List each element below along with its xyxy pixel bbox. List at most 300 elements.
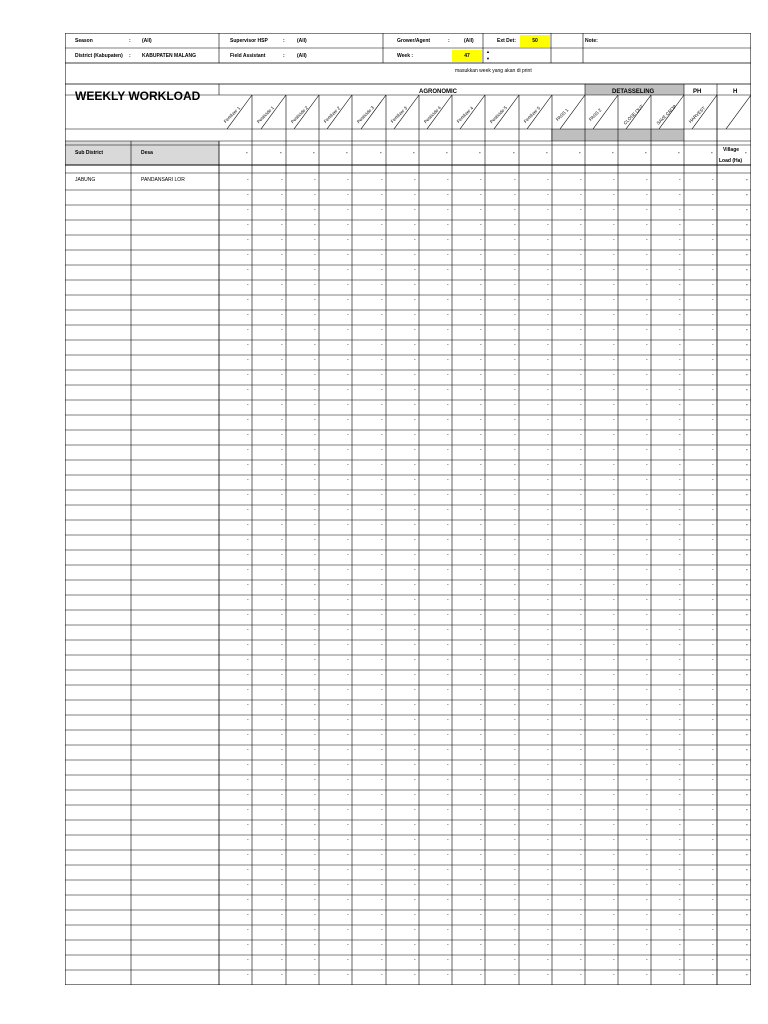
activity-cell: - <box>347 717 349 723</box>
activity-cell: - <box>646 957 648 963</box>
activity-cell: - <box>447 957 449 963</box>
village-load-cell: - <box>746 612 748 618</box>
activity-cell: - <box>247 927 249 933</box>
activity-cell: - <box>347 507 349 513</box>
activity-cell: - <box>347 702 349 708</box>
activity-cell: - <box>613 852 615 858</box>
village-load-cell: - <box>746 912 748 918</box>
print-hint: masukkan week yang akan di print <box>455 68 532 74</box>
activity-cell: - <box>381 897 383 903</box>
activity-cell: - <box>679 582 681 588</box>
village-load-cell: - <box>746 807 748 813</box>
field-assistant-value[interactable]: (All) <box>297 53 307 59</box>
activity-cell: - <box>247 732 249 738</box>
activity-cell: - <box>514 792 516 798</box>
activity-cell: - <box>547 237 549 243</box>
activity-cell: - <box>347 642 349 648</box>
village-load-cell: - <box>746 762 748 768</box>
activity-cell: - <box>580 927 582 933</box>
activity-cell: - <box>314 702 316 708</box>
activity-cell: - <box>580 177 582 183</box>
activity-cell: - <box>712 222 714 228</box>
activity-cell: - <box>613 387 615 393</box>
activity-cell: - <box>247 432 249 438</box>
activity-cell: - <box>447 972 449 978</box>
activity-cell: - <box>281 567 283 573</box>
activity-cell: - <box>547 537 549 543</box>
activity-cell: - <box>247 882 249 888</box>
activity-cell: - <box>414 972 416 978</box>
activity-cell: - <box>314 567 316 573</box>
activity-cell: - <box>281 537 283 543</box>
activity-cell: - <box>414 432 416 438</box>
activity-cell: - <box>414 207 416 213</box>
activity-cell: - <box>480 462 482 468</box>
activity-cell: - <box>347 957 349 963</box>
village-load-cell: - <box>746 477 748 483</box>
activity-cell: - <box>480 747 482 753</box>
activity-cell: - <box>547 657 549 663</box>
activity-cell: - <box>679 597 681 603</box>
activity-cell: - <box>247 942 249 948</box>
activity-cell: - <box>547 852 549 858</box>
activity-cell: - <box>281 357 283 363</box>
activity-cell: - <box>679 507 681 513</box>
activity-cell: - <box>480 222 482 228</box>
activity-cell: - <box>712 957 714 963</box>
activity-cell: - <box>314 732 316 738</box>
activity-cell: - <box>381 702 383 708</box>
activity-cell: - <box>314 522 316 528</box>
activity-cell: - <box>314 882 316 888</box>
village-load-cell: - <box>746 387 748 393</box>
activity-cell: - <box>646 447 648 453</box>
activity-cell: - <box>247 387 249 393</box>
activity-cell: - <box>347 297 349 303</box>
week-spinner[interactable] <box>485 49 494 63</box>
activity-cell: - <box>347 837 349 843</box>
activity-cell: - <box>480 357 482 363</box>
activity-cell: - <box>314 312 316 318</box>
activity-cell: - <box>281 177 283 183</box>
activity-cell: - <box>480 927 482 933</box>
activity-cell: - <box>414 447 416 453</box>
activity-cell: - <box>613 357 615 363</box>
activity-cell: - <box>613 702 615 708</box>
activity-cell: - <box>347 627 349 633</box>
activity-cell: - <box>679 942 681 948</box>
activity-cell: - <box>547 267 549 273</box>
activity-cell: - <box>247 972 249 978</box>
activity-cell: - <box>547 777 549 783</box>
activity-cell: - <box>547 522 549 528</box>
activity-cell: - <box>414 312 416 318</box>
activity-cell: - <box>281 657 283 663</box>
activity-cell: - <box>613 897 615 903</box>
activity-cell: - <box>414 507 416 513</box>
district-value[interactable]: KABUPATEN MALANG <box>142 53 196 59</box>
activity-header-8: Pesticide 5 <box>488 105 509 125</box>
activity-cell: - <box>247 267 249 273</box>
activity-cell: - <box>247 207 249 213</box>
activity-cell: - <box>447 702 449 708</box>
activity-cell: - <box>580 912 582 918</box>
activity-cell: - <box>381 672 383 678</box>
activity-cell: - <box>314 432 316 438</box>
activity-cell: - <box>314 807 316 813</box>
activity-cell: - <box>514 312 516 318</box>
activity-cell: - <box>281 897 283 903</box>
activity-cell: - <box>314 852 316 858</box>
activity-cell: - <box>514 387 516 393</box>
activity-cell: - <box>414 747 416 753</box>
activity-cell: - <box>646 192 648 198</box>
activity-cell: - <box>679 912 681 918</box>
activity-cell: - <box>613 942 615 948</box>
col-village-load-2: Load (Ha) <box>719 158 743 164</box>
activity-cell: - <box>447 627 449 633</box>
activity-cell: - <box>646 402 648 408</box>
activity-cell: - <box>447 552 449 558</box>
activity-cell: - <box>414 597 416 603</box>
activity-cell: - <box>447 492 449 498</box>
activity-cell: - <box>480 387 482 393</box>
activity-cell: - <box>613 432 615 438</box>
activity-cell: - <box>547 372 549 378</box>
activity-cell: - <box>580 867 582 873</box>
total-cell: - <box>280 150 282 156</box>
activity-cell: - <box>547 282 549 288</box>
supervisor-label: Supervisor HSP <box>230 38 268 44</box>
activity-cell: - <box>480 732 482 738</box>
activity-cell: - <box>381 192 383 198</box>
week-label: Week : <box>397 53 414 59</box>
activity-cell: - <box>381 267 383 273</box>
detasseling-sub-band <box>551 129 684 141</box>
activity-cell: - <box>414 567 416 573</box>
total-cell: - <box>479 150 481 156</box>
activity-cell: - <box>712 717 714 723</box>
activity-cell: - <box>613 282 615 288</box>
activity-cell: - <box>247 867 249 873</box>
activity-cell: - <box>314 597 316 603</box>
village-load-cell: - <box>746 282 748 288</box>
activity-cell: - <box>281 822 283 828</box>
activity-cell: - <box>712 762 714 768</box>
activity-cell: - <box>447 807 449 813</box>
activity-cell: - <box>447 372 449 378</box>
activity-cell: - <box>447 522 449 528</box>
activity-cell: - <box>480 252 482 258</box>
activity-cell: - <box>679 342 681 348</box>
activity-cell: - <box>514 537 516 543</box>
activity-cell: - <box>646 762 648 768</box>
activity-cell: - <box>712 477 714 483</box>
activity-cell: - <box>646 642 648 648</box>
village-load-cell: - <box>746 552 748 558</box>
activity-cell: - <box>281 672 283 678</box>
activity-cell: - <box>414 687 416 693</box>
activity-header-7: Fertilizer 4 <box>455 105 474 124</box>
activity-cell: - <box>646 807 648 813</box>
activity-cell: - <box>281 867 283 873</box>
supervisor-value[interactable]: (All) <box>297 38 307 44</box>
activity-cell: - <box>347 672 349 678</box>
activity-cell: - <box>547 957 549 963</box>
activity-cell: - <box>547 447 549 453</box>
activity-cell: - <box>547 252 549 258</box>
activity-cell: - <box>314 837 316 843</box>
activity-cell: - <box>381 942 383 948</box>
activity-cell: - <box>247 402 249 408</box>
activity-cell: - <box>281 432 283 438</box>
activity-cell: - <box>414 912 416 918</box>
activity-cell: - <box>281 522 283 528</box>
village-load-cell: - <box>746 657 748 663</box>
village-load-cell: - <box>746 192 748 198</box>
activity-cell: - <box>712 582 714 588</box>
activity-cell: - <box>547 417 549 423</box>
activity-cell: - <box>712 327 714 333</box>
activity-cell: - <box>580 897 582 903</box>
activity-cell: - <box>314 957 316 963</box>
village-load-cell: - <box>746 582 748 588</box>
activity-cell: - <box>646 552 648 558</box>
activity-cell: - <box>514 747 516 753</box>
spinner-up-icon[interactable]: ▲ <box>486 49 490 54</box>
activity-cell: - <box>314 252 316 258</box>
activity-cell: - <box>247 957 249 963</box>
activity-cell: - <box>646 507 648 513</box>
activity-cell: - <box>580 462 582 468</box>
activity-cell: - <box>247 507 249 513</box>
activity-cell: - <box>613 777 615 783</box>
activity-cell: - <box>646 342 648 348</box>
activity-cell: - <box>547 642 549 648</box>
activity-cell: - <box>414 762 416 768</box>
activity-cell: - <box>414 807 416 813</box>
activity-cell: - <box>414 867 416 873</box>
activity-cell: - <box>381 642 383 648</box>
activity-cell: - <box>347 252 349 258</box>
activity-cell: - <box>613 492 615 498</box>
activity-cell: - <box>646 687 648 693</box>
activity-cell: - <box>414 882 416 888</box>
sheet-grid <box>65 33 751 985</box>
activity-cell: - <box>314 282 316 288</box>
activity-cell: - <box>381 252 383 258</box>
activity-cell: - <box>447 897 449 903</box>
activity-cell: - <box>712 597 714 603</box>
activity-cell: - <box>547 762 549 768</box>
activity-cell: - <box>580 267 582 273</box>
activity-cell: - <box>347 177 349 183</box>
activity-cell: - <box>580 477 582 483</box>
district-label: District (Kabupaten) <box>75 53 123 59</box>
activity-header-9: Fertilizer 5 <box>522 105 541 124</box>
activity-cell: - <box>381 282 383 288</box>
activity-cell: - <box>347 852 349 858</box>
activity-cell: - <box>347 912 349 918</box>
total-cell: - <box>612 150 614 156</box>
activity-cell: - <box>480 567 482 573</box>
activity-cell: - <box>547 792 549 798</box>
activity-cell: - <box>480 507 482 513</box>
activity-cell: - <box>347 777 349 783</box>
activity-cell: - <box>414 672 416 678</box>
activity-cell: - <box>381 402 383 408</box>
activity-cell: - <box>347 192 349 198</box>
activity-cell: - <box>580 837 582 843</box>
activity-cell: - <box>514 627 516 633</box>
activity-cell: - <box>613 177 615 183</box>
activity-cell: - <box>646 237 648 243</box>
activity-cell: - <box>247 897 249 903</box>
week-input[interactable]: 47 <box>452 50 482 62</box>
spinner-down-icon[interactable]: ▼ <box>486 56 490 61</box>
activity-cell: - <box>514 957 516 963</box>
activity-cell: - <box>381 462 383 468</box>
activity-cell: - <box>281 612 283 618</box>
activity-cell: - <box>281 882 283 888</box>
activity-cell: - <box>447 342 449 348</box>
activity-cell: - <box>712 402 714 408</box>
activity-cell: - <box>281 837 283 843</box>
activity-cell: - <box>580 207 582 213</box>
activity-cell: - <box>712 177 714 183</box>
activity-cell: - <box>281 402 283 408</box>
activity-cell: - <box>514 912 516 918</box>
activity-cell: - <box>281 792 283 798</box>
activity-cell: - <box>414 372 416 378</box>
activity-cell: - <box>447 732 449 738</box>
activity-cell: - <box>347 612 349 618</box>
group-detasseling: DETASSELING <box>612 89 655 95</box>
activity-cell: - <box>679 387 681 393</box>
village-load-cell: - <box>746 747 748 753</box>
season-value[interactable]: (All) <box>142 38 152 44</box>
activity-cell: - <box>679 252 681 258</box>
activity-cell: - <box>381 552 383 558</box>
activity-cell: - <box>580 357 582 363</box>
activity-cell: - <box>314 387 316 393</box>
activity-cell: - <box>447 657 449 663</box>
activity-cell: - <box>514 417 516 423</box>
activity-cell: - <box>281 252 283 258</box>
activity-cell: - <box>679 462 681 468</box>
village-load-cell: - <box>746 732 748 738</box>
activity-cell: - <box>580 717 582 723</box>
activity-cell: - <box>381 342 383 348</box>
activity-cell: - <box>712 777 714 783</box>
activity-cell: - <box>712 522 714 528</box>
activity-cell: - <box>247 312 249 318</box>
activity-cell: - <box>580 597 582 603</box>
activity-cell: - <box>281 207 283 213</box>
activity-cell: - <box>712 492 714 498</box>
supervisor-colon: : <box>283 38 285 44</box>
activity-cell: - <box>613 867 615 873</box>
activity-cell: - <box>314 642 316 648</box>
activity-cell: - <box>347 657 349 663</box>
activity-cell: - <box>580 252 582 258</box>
activity-cell: - <box>613 507 615 513</box>
ext-det-input[interactable]: 50 <box>520 35 550 47</box>
activity-cell: - <box>281 687 283 693</box>
activity-cell: - <box>281 807 283 813</box>
col-sub-district: Sub District <box>75 150 104 156</box>
activity-cell: - <box>314 177 316 183</box>
activity-cell: - <box>712 912 714 918</box>
activity-cell: - <box>247 672 249 678</box>
activity-cell: - <box>679 447 681 453</box>
activity-cell: - <box>547 912 549 918</box>
village-load-cell: - <box>746 372 748 378</box>
activity-cell: - <box>381 852 383 858</box>
activity-cell: - <box>679 777 681 783</box>
grower-value[interactable]: (All) <box>464 38 474 44</box>
activity-cell: - <box>679 762 681 768</box>
activity-cell: - <box>447 597 449 603</box>
activity-cell: - <box>447 717 449 723</box>
activity-cell: - <box>580 852 582 858</box>
activity-cell: - <box>281 267 283 273</box>
activity-cell: - <box>679 927 681 933</box>
activity-cell: - <box>414 267 416 273</box>
activity-cell: - <box>314 762 316 768</box>
activity-cell: - <box>547 867 549 873</box>
activity-cell: - <box>547 672 549 678</box>
activity-cell: - <box>314 507 316 513</box>
activity-cell: - <box>514 237 516 243</box>
grower-label: Grower/Agent <box>397 38 431 44</box>
activity-cell: - <box>480 972 482 978</box>
activity-cell: - <box>480 417 482 423</box>
activity-cell: - <box>414 822 416 828</box>
activity-cell: - <box>480 447 482 453</box>
activity-cell: - <box>679 642 681 648</box>
activity-cell: - <box>514 402 516 408</box>
activity-cell: - <box>247 222 249 228</box>
activity-cell: - <box>547 882 549 888</box>
activity-cell: - <box>514 372 516 378</box>
activity-cell: - <box>480 612 482 618</box>
activity-cell: - <box>381 792 383 798</box>
activity-cell: - <box>414 282 416 288</box>
activity-cell: - <box>347 882 349 888</box>
activity-cell: - <box>381 822 383 828</box>
activity-cell: - <box>314 402 316 408</box>
activity-cell: - <box>314 942 316 948</box>
village-load-cell: - <box>746 852 748 858</box>
activity-cell: - <box>347 342 349 348</box>
activity-cell: - <box>613 717 615 723</box>
activity-cell: - <box>314 627 316 633</box>
activity-cell: - <box>580 372 582 378</box>
activity-cell: - <box>281 507 283 513</box>
activity-cell: - <box>347 327 349 333</box>
activity-cell: - <box>281 927 283 933</box>
activity-cell: - <box>514 837 516 843</box>
activity-cell: - <box>314 462 316 468</box>
activity-cell: - <box>679 357 681 363</box>
activity-cell: - <box>281 477 283 483</box>
activity-cell: - <box>347 222 349 228</box>
village-load-cell: - <box>746 822 748 828</box>
season-colon: : <box>129 38 131 44</box>
village-load-cell: - <box>746 507 748 513</box>
activity-cell: - <box>314 327 316 333</box>
